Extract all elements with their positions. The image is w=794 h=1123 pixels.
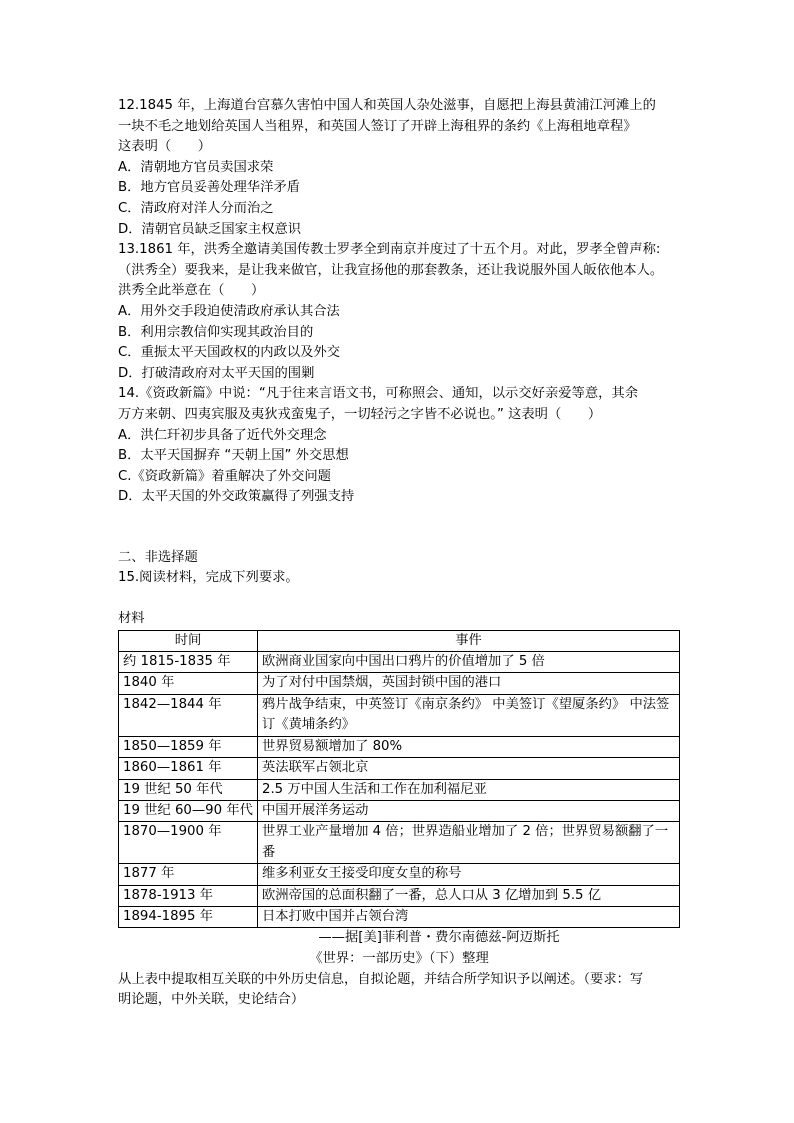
cell-event: 日本打败中国并占领台湾: [258, 906, 680, 927]
option-a: A．洪仁玕初步具备了近代外交理念: [118, 427, 327, 443]
requirement-text: 明论题，中外关联，史论结合）: [118, 992, 305, 1008]
cell-event: 世界工业产量增加 4 倍；世界造船业增加了 2 倍；世界贸易额翻了一番: [258, 822, 680, 864]
table-row: [119, 864, 680, 885]
cell-event: 为了对付中国禁烟，英国封锁中国的港口: [258, 673, 680, 694]
question-stem-line: 这表明（ ）: [118, 139, 212, 155]
cell-event: 世界贸易额增加了 80%: [258, 736, 680, 757]
source-line: ——据[美]菲利普・费尔南德兹-阿迈斯托: [318, 930, 560, 946]
option-a: A．清朝地方官员卖国求荣: [118, 159, 274, 175]
cell-event: 中国开展洋务运动: [258, 800, 680, 821]
question-14: [118, 384, 680, 508]
table-row: [119, 779, 680, 800]
option-b: B．地方官员妥善处理华洋矛盾: [118, 180, 300, 196]
column-header-event: 事件: [258, 630, 680, 651]
cell-time: 1842—1844 年: [119, 694, 258, 736]
cell-event: 欧洲商业国家向中国出口鸦片的价值增加了 5 倍: [258, 652, 680, 673]
question-stem-line: 12.1845 年，上海道台宫慕久害怕中国人和英国人杂处滋事，自愿把上海县黄浦江河滩上的: [118, 98, 656, 113]
question-15-stem: 15.阅读材料，完成下列要求。: [118, 570, 299, 586]
table-row: [119, 822, 680, 864]
section-spacer: [118, 508, 680, 548]
question-stem-line: （洪秀全）要我来，是让我来做官，让我宣扬他的那套教条，还让我说服外国人皈依他本人。: [118, 262, 664, 278]
cell-time: 约 1815-1835 年: [119, 652, 258, 673]
cell-time: 19 世纪 50 年代: [119, 779, 258, 800]
cell-time: 1870—1900 年: [119, 822, 258, 864]
option-c: C.《资政新篇》着重解决了外交问题: [118, 468, 331, 484]
cell-event: 维多利亚女王接受印度女皇的称号: [258, 864, 680, 885]
table-row: [119, 736, 680, 757]
option-d: D．清朝官员缺乏国家主权意识: [118, 221, 302, 237]
option-a: A．用外交手段迫使清政府承认其合法: [118, 303, 340, 319]
question-stem-line: 13.1861 年，洪秀全邀请美国传教士罗孝全到南京并度过了十五个月。对此，罗孝全曾声称:: [118, 242, 661, 258]
option-b: B．利用宗教信仰实现其政治目的: [118, 324, 314, 340]
cell-event: 2.5 万中国人生活和工作在加利福尼亚: [258, 779, 680, 800]
table-row: [119, 800, 680, 821]
column-header-time: 时间: [119, 630, 258, 651]
cell-time: 1840 年: [119, 673, 258, 694]
material-source: [118, 928, 680, 969]
section-title: 二、非选择题: [118, 549, 198, 565]
cell-time: 1860—1861 年: [119, 758, 258, 779]
question-stem-line: 万方来朝、四夷宾服及夷狄戎蛮鬼子，一切轻污之字皆不必说也。” 这表明（ ）: [118, 406, 602, 422]
table-row: [119, 758, 680, 779]
cell-time: 19 世纪 60—90 年代: [119, 800, 258, 821]
material-table: [118, 630, 680, 929]
exam-page: [118, 96, 680, 1011]
cell-event: 英法联军占领北京: [258, 758, 680, 779]
table-row: [119, 652, 680, 673]
cell-time: 1894-1895 年: [119, 906, 258, 927]
cell-event: 鸦片战争结束，中英签订《南京条约》 中美签订《望厦条约》 中法签订《黄埔条约》: [258, 694, 680, 736]
material-label: 材料: [118, 611, 145, 627]
option-c: C．重振太平天国政权的内政以及外交: [118, 345, 341, 361]
table-header-row: [119, 630, 680, 651]
option-b: B．太平天国摒弃 “天朝上国” 外交思想: [118, 448, 349, 464]
table-row: [119, 694, 680, 736]
table-row: [119, 673, 680, 694]
cell-time: 1850—1859 年: [119, 736, 258, 757]
option-d: D．太平天国的外交政策赢得了列强支持: [118, 489, 355, 505]
source-line: 《世界：一部历史》（下）整理: [309, 950, 489, 966]
table-row: [119, 885, 680, 906]
option-c: C．清政府对洋人分而治之: [118, 200, 274, 216]
question-stem-line: 14.《资政新篇》中说：“凡于往来言语文书，可称照会、通知，以示交好亲爱等意，其余: [118, 386, 639, 402]
cell-time: 1877 年: [119, 864, 258, 885]
table-row: [119, 906, 680, 927]
question-stem-line: 洪秀全此举意在（ ）: [118, 283, 265, 299]
cell-event: 欧洲帝国的总面积翻了一番，总人口从 3 亿增加到 5.5 亿: [258, 885, 680, 906]
spacer: [118, 589, 680, 609]
requirement-text: 从上表中提取相互关联的中外历史信息，自拟论题，并结合所学知识予以阐述。（要求：写: [118, 971, 644, 987]
section-non-choice: [118, 548, 680, 1011]
question-12: [118, 96, 680, 240]
question-13: [118, 240, 680, 384]
cell-time: 1878-1913 年: [119, 885, 258, 906]
question-stem-line: 一块不毛之地划给英国人当租界，和英国人签订了开辟上海租界的条约《上海租地章程》: [118, 118, 637, 134]
option-d: D．打破清政府对太平天国的围剿: [118, 365, 315, 381]
